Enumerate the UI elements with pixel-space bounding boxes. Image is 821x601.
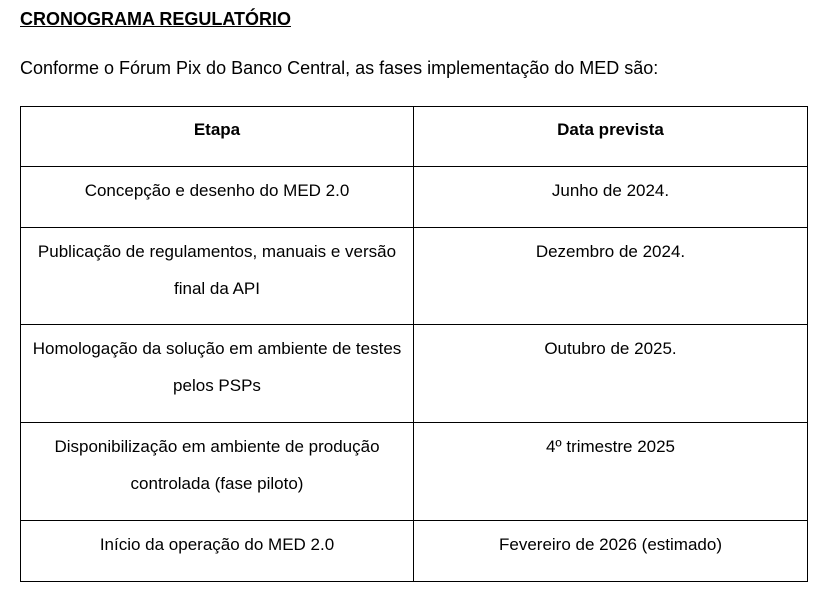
schedule-table (20, 106, 808, 582)
cell-data-prevista: Dezembro de 2024. (414, 228, 808, 325)
cell-etapa: Publicação de regulamentos, manuais e versão final da API (21, 228, 414, 325)
column-header-etapa: Etapa (21, 107, 414, 167)
cell-data-prevista: Fevereiro de 2026 (estimado) (414, 521, 808, 582)
cell-etapa: Homologação da solução em ambiente de testes pelos PSPs (21, 325, 414, 423)
table-row (21, 423, 808, 521)
cell-data-prevista: Outubro de 2025. (414, 325, 808, 423)
table-header-row (21, 107, 808, 167)
table-row (21, 228, 808, 325)
document-title: CRONOGRAMA REGULATÓRIO (20, 9, 291, 29)
table-row (21, 325, 808, 423)
cell-etapa: Início da operação do MED 2.0 (21, 521, 414, 582)
column-header-data-prevista: Data prevista (414, 107, 808, 167)
table-row (21, 521, 808, 582)
cell-etapa: Disponibilização em ambiente de produção controlada (fase piloto) (21, 423, 414, 521)
cell-data-prevista: Junho de 2024. (414, 167, 808, 228)
cell-etapa: Concepção e desenho do MED 2.0 (21, 167, 414, 228)
table-row (21, 167, 808, 228)
intro-paragraph: Conforme o Fórum Pix do Banco Central, as fases implementação do MED são: (20, 58, 659, 78)
cell-data-prevista: 4º trimestre 2025 (414, 423, 808, 521)
